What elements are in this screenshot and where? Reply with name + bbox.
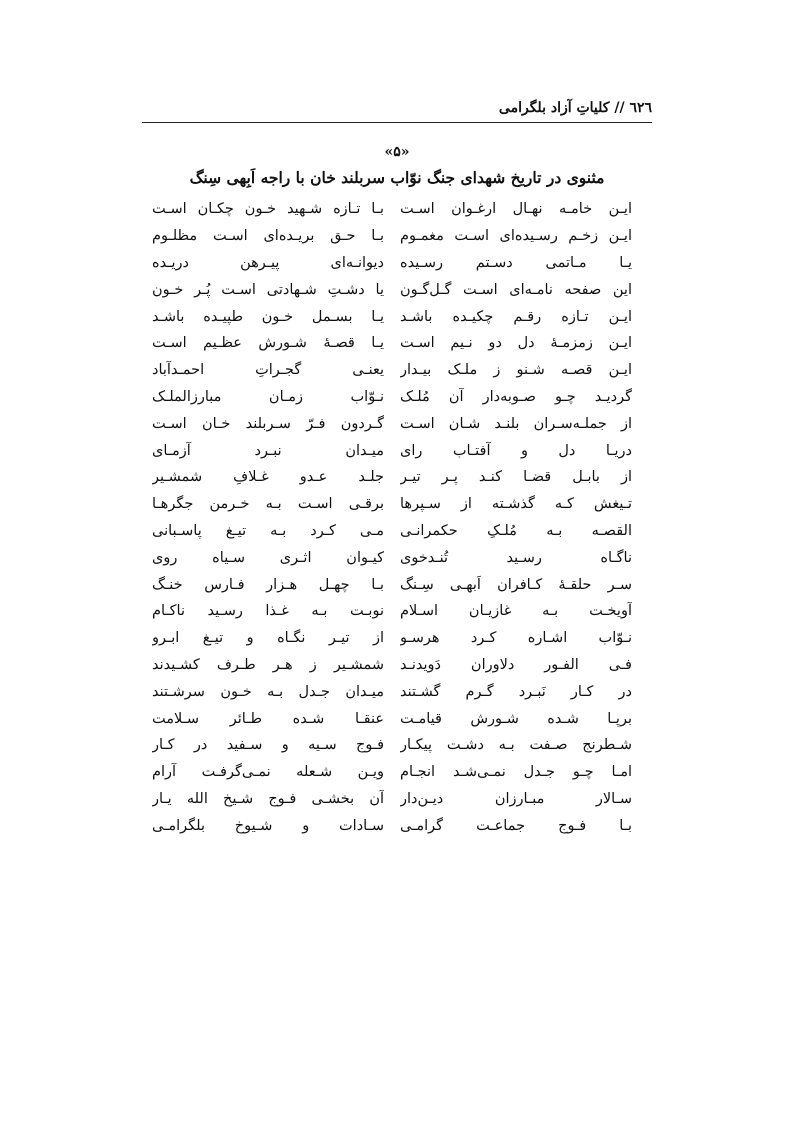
verse-row	[152, 732, 632, 759]
hemistich-left: از تیـر نگـاه و تیـغ ابـرو	[152, 630, 384, 647]
hemistich-right: از بابـل قضـا کنـد پـر تیـر	[400, 469, 632, 486]
verse-row	[152, 625, 632, 652]
hemistich-right: سـر حلقـهٔ کـافران اَبهـی سِـنگ	[400, 576, 632, 593]
poem-number: «۵»	[384, 144, 410, 160]
verse-row	[152, 518, 632, 545]
verse-row	[152, 759, 632, 786]
verse-row	[152, 357, 632, 384]
verse-row	[152, 705, 632, 732]
hemistich-right: سـالار مبـارزان دیـن‌دار	[400, 790, 632, 807]
verse-row	[152, 250, 632, 277]
verse-row	[152, 303, 632, 330]
hemistich-right: گردیـد چـو صـوبه‌دار آن مُلـک	[400, 388, 632, 405]
verse-list	[152, 196, 632, 839]
hemistich-left: یعنـی گجـراتِ احمـدآباد	[152, 362, 384, 379]
hemistich-left: شمشـیر ز هـر طـرف کشـیدند	[152, 656, 384, 673]
verse-row	[152, 464, 632, 491]
verse-row	[152, 196, 632, 223]
hemistich-right: القصـه بـه مُلـکِ حکمرانـی	[400, 522, 632, 539]
hemistich-right: ایـن قصـه شـنو ز ملـک بیـدار	[400, 362, 632, 379]
hemistich-left: بـا تـازه شـهید خـون چکـان اسـت	[152, 201, 384, 218]
hemistich-left: کیـوان اثـری سـیاه روی	[152, 549, 384, 566]
poem-title: مثنوی در تاریخ شهدای جنگ نوّاب سربلند خان با راجه اَبِهی سِنگ	[189, 168, 605, 187]
hemistich-right: فـی الفـور دلاوران دَویدنـد	[400, 656, 632, 673]
verse-row	[152, 384, 632, 411]
hemistich-right: امـا چـو جـدل نمـی‌شـد انجـام	[400, 764, 632, 781]
hemistich-right: ایـن زمزمـهٔ دل دو نـیم اسـت	[400, 335, 632, 352]
hemistich-left: یـا بسـمل خـون طپیـده باشـد	[152, 308, 384, 325]
hemistich-left: ویـن شـعله نمـی‌گرفـت آرام	[152, 764, 384, 781]
hemistich-left: نـوّاب زمـان مبارزالملـک	[152, 388, 384, 405]
hemistich-right: ناگـاه رسـید تُنـدخوی	[400, 549, 632, 566]
hemistich-left: آن بخشـی فـوج شـیخ الله یـار	[152, 790, 384, 807]
verse-row	[152, 330, 632, 357]
hemistich-left: فـوج سـیه و سـفید در کـار	[152, 737, 384, 754]
hemistich-right: در کـار نَبـرد گـرم گشـتند	[400, 683, 632, 700]
hemistich-right: این صفحه نامـه‌ای اسـت گـل‌گـون	[400, 281, 632, 298]
verse-row	[152, 276, 632, 303]
verse-row	[152, 571, 632, 598]
verse-row	[152, 410, 632, 437]
hemistich-left: دیوانـه‌ای پیـرهن دریـده	[152, 254, 384, 271]
hemistich-left: عنقـا شـده طـائر سـلامت	[152, 710, 384, 727]
hemistich-right: بـا فـوج جماعـت گرامـی	[400, 817, 632, 834]
hemistich-right: از جملـه‌سـران بلنـد شـان اسـت	[400, 415, 632, 432]
hemistich-left: گـردون فـرّ سـربلند خـان اسـت	[152, 415, 384, 432]
hemistich-right: دریـا دل و آفتـاب رای	[400, 442, 632, 459]
verse-row	[152, 812, 632, 839]
hemistich-left: برقـی اسـت بـه خـرمن جگرهـا	[152, 496, 384, 513]
hemistich-left: بـا چهـل هـزار فـارس خنـگ	[152, 576, 384, 593]
verse-row	[152, 223, 632, 250]
hemistich-right: شـطرنج صـفت بـه دشـت پیکـار	[400, 737, 632, 754]
hemistich-left: جلـد عـدو غـلافِ شمشـیر	[152, 469, 384, 486]
verse-row	[152, 491, 632, 518]
hemistich-right: یـا مـاتمی دسـتم رسـیده	[400, 254, 632, 271]
verse-row	[152, 598, 632, 625]
hemistich-right: ایـن زخـم رسـیده‌ای اسـت مغمـوم	[400, 228, 632, 245]
hemistich-left: مـی کـرد بـه تیـغ پاسـبانی	[152, 522, 384, 539]
verse-row	[152, 678, 632, 705]
header-divider	[142, 122, 652, 123]
hemistich-right: تـیغش کـه گذشـته از سـپرها	[400, 496, 632, 513]
hemistich-right: ایـن تـازه رقـم چکیـده باشـد	[400, 308, 632, 325]
verse-row	[152, 544, 632, 571]
hemistich-left: نوبـت بـه غـذا رسـید ناکـام	[152, 603, 384, 620]
hemistich-left: میـدان نبـرد آزمـای	[152, 442, 384, 459]
hemistich-left: میـدان جـدل بـه خـون سرشـتند	[152, 683, 384, 700]
verse-row	[152, 437, 632, 464]
hemistich-left: سـادات و شـیوخ بلگرامـی	[152, 817, 384, 834]
hemistich-left: یا دشـتِ شـهادتی اسـت پُـر خـون	[152, 281, 384, 298]
verse-row	[152, 786, 632, 813]
hemistich-left: بـا حـق بریـده‌ای اسـت مظلـوم	[152, 228, 384, 245]
verse-row	[152, 652, 632, 679]
hemistich-right: برپـا شـده شـورش قیامـت	[400, 710, 632, 727]
hemistich-right: آویخـت بـه غازیـان اسـلام	[400, 603, 632, 620]
running-header: ٦٢٦ // کلیاتِ آزاد بلگرامی	[498, 100, 652, 116]
hemistich-right: نـوّاب اشـاره کـرد هرسـو	[400, 630, 632, 647]
hemistich-right: ایـن خامـه نهـال ارغـوان اسـت	[400, 201, 632, 218]
hemistich-left: یـا قصـهٔ شـورش عظـیم اسـت	[152, 335, 384, 352]
